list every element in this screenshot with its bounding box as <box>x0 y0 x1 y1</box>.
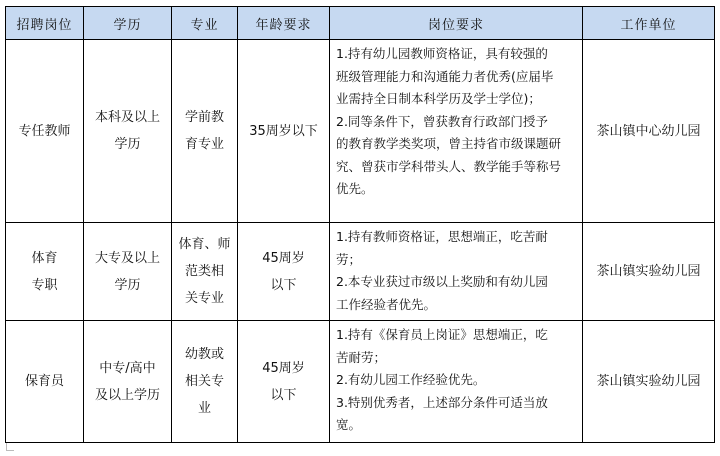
cell-position <box>6 321 84 443</box>
table-row <box>6 321 715 443</box>
cell-text: 范类相 <box>184 264 224 279</box>
cell-major <box>172 223 238 321</box>
cell-position <box>6 40 84 223</box>
cell-workplace: 茶山镇中心幼儿园 <box>583 40 715 223</box>
cell-text: 幼教或 <box>184 347 224 362</box>
cell-major <box>172 321 238 443</box>
cell-major <box>172 40 238 223</box>
cell-education <box>84 40 172 223</box>
cell-text: 专任教师 <box>18 123 71 139</box>
cell-text: 45周岁 <box>262 250 305 266</box>
cell-requirements <box>330 321 583 443</box>
cell-text: 学历 <box>114 277 141 293</box>
requirement-line: 2.本专业获过市级以上奖励和有幼儿园 <box>336 274 548 289</box>
requirement-line: 1.持有教师资格证，思想端正，吃苦耐 <box>336 229 548 244</box>
cell-text: 学历 <box>114 137 141 152</box>
cell-requirements <box>330 40 583 223</box>
requirement-line: 业需持全日制本科学历及学士学位)； <box>336 91 541 106</box>
cell-text: 体育、师 <box>178 237 231 252</box>
header-row <box>6 7 715 40</box>
cell-text: 育专业 <box>184 137 224 152</box>
cell-text: 体育 <box>31 250 58 266</box>
requirement-line: 1.持有幼儿园教师资格证，具有较强的 <box>336 46 548 61</box>
cell-workplace: 茶山镇实验幼儿园 <box>583 321 715 443</box>
cell-education <box>84 321 172 443</box>
cell-text: 中专/高中 <box>99 360 156 376</box>
header-position: 招聘岗位 <box>6 7 84 40</box>
requirement-line: 班级管理能力和沟通能力者优秀(应届毕 <box>336 68 554 84</box>
cell-age <box>238 223 330 321</box>
requirement-line: 劳； <box>336 251 362 267</box>
requirement-line: 宽。 <box>336 417 362 432</box>
cell-text: 45周岁 <box>262 360 305 376</box>
cell-text: 本科及以上 <box>94 110 160 125</box>
requirement-line: 苦耐劳； <box>336 349 387 365</box>
header-requirements: 岗位要求 <box>330 7 583 40</box>
requirement-line: 究、曾获市学科带头人、教学能手等称号 <box>336 158 562 174</box>
requirement-line: 1.持有《保育员上岗证》思想端正，吃 <box>336 327 548 342</box>
recruitment-table <box>5 6 715 443</box>
cell-text: 业 <box>197 401 211 416</box>
requirement-line: 2.有幼儿园工作经验优先。 <box>336 372 486 387</box>
cell-position <box>6 223 84 321</box>
header-major: 专业 <box>172 7 238 40</box>
header-workplace: 工作单位 <box>583 7 715 40</box>
cell-text: 大专及以上 <box>94 250 160 266</box>
cell-age <box>238 321 330 443</box>
header-education: 学历 <box>84 7 172 40</box>
cell-workplace: 茶山镇实验幼儿园 <box>583 223 715 321</box>
cell-text: 以下 <box>270 277 297 293</box>
cell-text: 相关专 <box>184 374 224 389</box>
header-age: 年龄要求 <box>238 7 330 40</box>
cell-education <box>84 223 172 321</box>
requirement-line: 优先。 <box>336 181 374 196</box>
cell-text: 35周岁以下 <box>249 123 318 139</box>
cell-age <box>238 40 330 223</box>
cell-text: 学前教 <box>184 110 224 125</box>
cell-text: 及以上学历 <box>94 387 160 403</box>
cell-text: 专职 <box>31 277 58 293</box>
table-row <box>6 40 715 223</box>
requirement-line: 的教育教学类奖项，曾主持省市级课题研 <box>336 136 562 151</box>
requirement-line: 3.特别优秀者，上述部分条件可适当放 <box>336 394 548 410</box>
cell-text: 关专业 <box>184 291 224 306</box>
requirement-line: 工作经验者优先。 <box>336 296 437 312</box>
table-row <box>6 223 715 321</box>
requirement-line: 2.同等条件下，曾获教育行政部门授予 <box>336 113 548 129</box>
corner-crop-mark <box>6 443 14 451</box>
cell-text: 保育员 <box>24 374 64 389</box>
cell-requirements <box>330 223 583 321</box>
recruitment-table-container <box>5 6 715 443</box>
cell-text: 以下 <box>270 387 297 403</box>
